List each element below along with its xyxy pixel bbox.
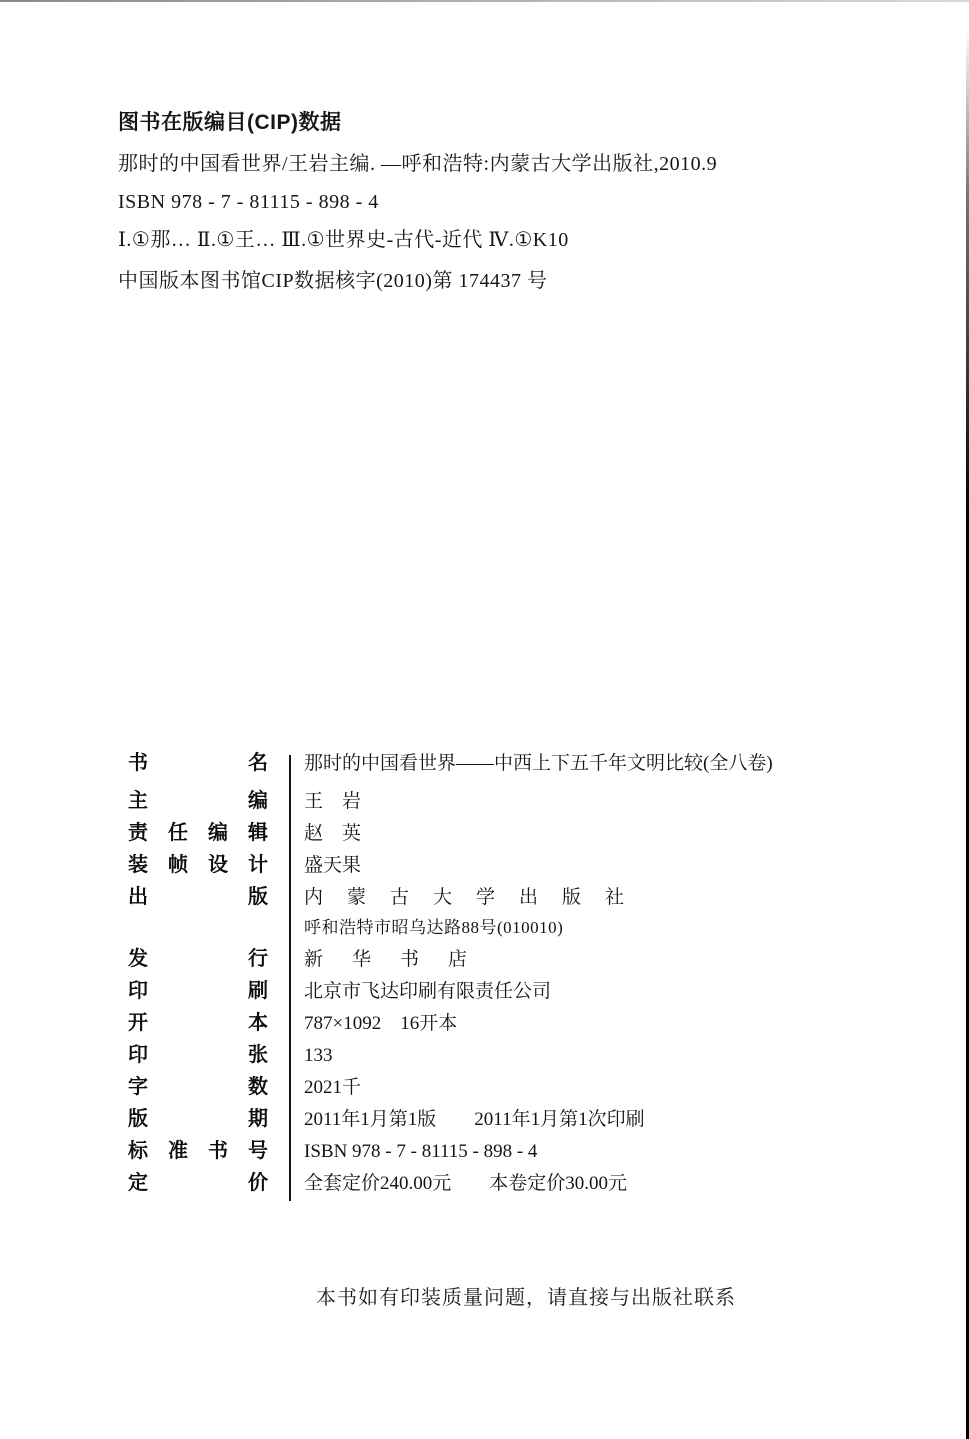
table-row-price: [128, 1172, 908, 1195]
cip-title-line: 那时的中国看世界/王岩主编. —呼和浩特:内蒙古大学出版社,2010.9: [118, 153, 718, 175]
row-value: ISBN 978 - 7 - 81115 - 898 - 4: [304, 1141, 538, 1162]
colophon-divider-line: [289, 755, 291, 1201]
row-value: 新华书店: [304, 949, 497, 970]
row-label: 主编: [128, 790, 268, 812]
row-label: 开本: [128, 1012, 268, 1034]
row-value: 北京市飞达印刷有限责任公司: [304, 981, 552, 1002]
table-row-printer: [128, 980, 908, 1003]
cip-header: 图书在版编目(CIP)数据: [118, 111, 342, 134]
colophon-table: [128, 752, 908, 1204]
table-row-book-title: [128, 752, 908, 775]
row-label: 责任编辑: [128, 822, 268, 844]
row-value: 赵 英: [304, 823, 362, 844]
publisher-name: 内蒙古大学出版社: [304, 887, 649, 908]
row-value: 2021千: [304, 1077, 362, 1098]
cip-record-line: 中国版本图书馆CIP数据核字(2010)第 174437 号: [118, 270, 548, 292]
table-row-responsible-editor: [128, 822, 908, 845]
cip-data-block: [118, 104, 878, 300]
row-label: 版期: [128, 1108, 268, 1130]
row-label: 装帧设计: [128, 854, 268, 876]
table-row-word-count: [128, 1076, 908, 1099]
table-row-chief-editor: [128, 790, 908, 813]
row-label: 出版: [128, 886, 268, 908]
row-value: 那时的中国看世界——中西上下五千年文明比较(全八卷): [304, 753, 773, 774]
cip-classification-line: Ⅰ.①那… Ⅱ.①王… Ⅲ.①世界史-古代-近代 Ⅳ.①K10: [118, 229, 569, 251]
row-value: 全套定价240.00元 本卷定价30.00元: [304, 1173, 628, 1194]
row-value: 2011年1月第1版 2011年1月第1次印刷: [304, 1109, 645, 1130]
table-row-binding-design: [128, 854, 908, 877]
row-value: 王 岩: [304, 791, 362, 812]
row-label: 字数: [128, 1076, 268, 1098]
publisher-address: 呼和浩特市昭乌达路88号(010010): [304, 918, 564, 937]
row-value: [304, 887, 648, 939]
row-value: 787×1092 16开本: [304, 1013, 458, 1034]
table-row-distributor: [128, 948, 908, 971]
row-label: 标准书号: [128, 1140, 268, 1162]
cip-isbn-line: ISBN 978 - 7 - 81115 - 898 - 4: [118, 191, 379, 213]
row-label: 印张: [128, 1044, 268, 1066]
scan-artifact-top-line: [0, 0, 969, 2]
row-value: 133: [304, 1045, 333, 1066]
table-row-format: [128, 1012, 908, 1035]
table-row-printed-sheets: [128, 1044, 908, 1067]
quality-notice: 本书如有印装质量问题，请直接与出版社联系: [316, 1287, 736, 1309]
row-label: 定价: [128, 1172, 268, 1194]
row-value: 盛天果: [304, 855, 362, 876]
row-label: 发行: [128, 948, 268, 970]
row-label: 书名: [128, 752, 268, 774]
table-row-publisher: [128, 886, 908, 939]
row-label: 印刷: [128, 980, 268, 1002]
table-row-edition-date: [128, 1108, 908, 1131]
table-row-standard-book-number: [128, 1140, 908, 1163]
